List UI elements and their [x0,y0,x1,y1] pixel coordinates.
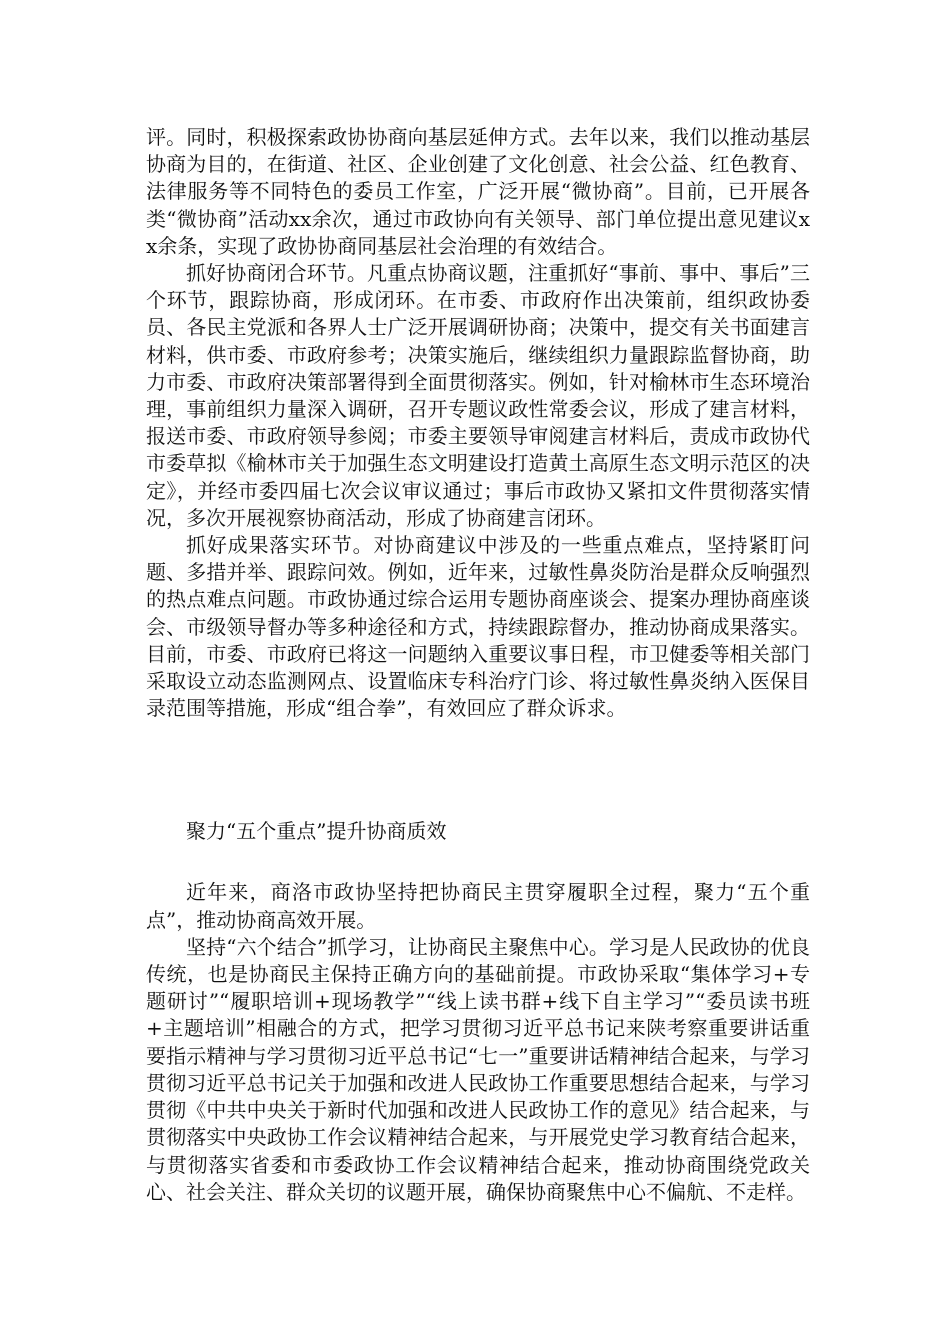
paragraph-grassroots-consultation: 评。同时，积极探索政协协商向基层延伸方式。去年以来，我们以推动基层协商为目的，在街道、社区、企业创建了文化创意、社会公益、红色教育、法律服务等不同特色的委员工作室，广泛开展“微协商”。目前，已开展各类“微协商”活动xx余次，通过市政协向有关领导、部门单位提出意见建议xx余条，实现了政协协商同基层社会治理的有效结合。 [146,125,810,258]
paragraph-closed-loop: 抓好协商闭合环节。凡重点协商议题，注重抓好“事前、事中、事后”三个环节，跟踪协商，形成闭环。在市委、市政府作出决策前，组织政协委员、各民主党派和各界人士广泛开展调研协商；决策中，提交有关书面建言材料，供市委、市政府参考；决策实施后，继续组织力量跟踪监督协商，助力市委、市政府决策部署得到全面贯彻落实。例如，针对榆林市生态环境治理，事前组织力量深入调研，召开专题议政性常委会议，形成了建言材料，报送市委、市政府领导参阅；市委主要领导审阅建言材料后，责成市政协代市委草拟《榆林市关于加强生态文明建设打造黄土高原生态文明示范区的决定》，并经市委四届七次会议审议通过；事后市政协又紧扣文件贯彻落实情况，多次开展视察协商活动，形成了协商建言闭环。 [146,261,810,530]
section-spacer [146,722,810,818]
top-section [146,124,810,722]
paragraph-implementation: 抓好成果落实环节。对协商建议中涉及的一些重点难点，坚持紧盯问题、多措并举、跟踪问效。例如，近年来，过敏性鼻炎防治是群众反响强烈的热点难点问题。市政协通过综合运用专题协商座谈会、提案办理协商座谈会、市级领导督办等多种途径和方式，持续跟踪督办，推动协商成果落实。目前，市委、市政府已将这一问题纳入重要议事日程，市卫健委等相关部门采取设立动态监测网点、设置临床专科治疗门诊、将过敏性鼻炎纳入医保目录范围等措施，形成“组合拳”，有效回应了群众诉求。 [146,533,810,721]
paragraph-six-combinations: 坚持“六个结合”抓学习，让协商民主聚焦中心。学习是人民政协的优良传统，也是协商民主保持正确方向的基础前提。市政协采取“集体学习+专题研讨”“履职培训+现场教学”“线上读书群+线下自主学习”“委员读书班+主题培训”相融合的方式，把学习贯彻习近平总书记来陕考察重要讲话重要指示精神与学习贯彻习近平总书记“七一”重要讲话精神结合起来，与学习贯彻习近平总书记关于加强和改进人民政协工作重要思想结合起来，与学习贯彻《中共中央关于新时代加强和改进人民政协工作的意见》结合起来，与贯彻落实中央政协工作会议精神结合起来，与开展党史学习教育结合起来，与贯彻落实省委和市委政协工作会议精神结合起来，推动协商围绕党政关心、社会关注、群众关切的议题开展，确保协商聚焦中心不偏航、不走样。 [146,934,810,1204]
bottom-section [146,879,810,1205]
paragraph-intro: 近年来，商洛市政协坚持把协商民主贯穿履职全过程，聚力“五个重点”，推动协商高效开展。 [146,880,810,932]
document-page [146,124,810,1206]
heading-spacer [146,845,810,879]
section-heading: 聚力“五个重点”提升协商质效 [186,819,447,844]
